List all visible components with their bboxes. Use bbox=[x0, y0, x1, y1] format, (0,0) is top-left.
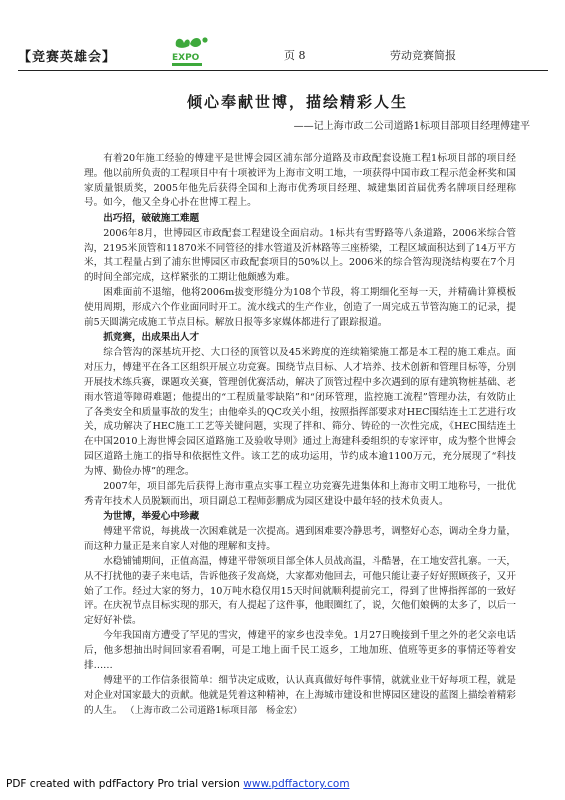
section-heading: 为世博，举爱心中珍藏 bbox=[103, 510, 200, 522]
section-heading: 出巧招，破破施工难题 bbox=[103, 212, 200, 224]
paragraph: 有着20年施工经验的傅建平是世博会园区浦东部分道路及市政配套设施工程1标项目部的项目经理。他以前所负责的工程项目中有十项被评为上海市文明工地，一项获得中国市政工程示范金杯奖和国家质量银质奖，2005年他先后获得全国和上海市优秀项目经理、城建集团首届优秀名牌项目经理称号。如今，他又全身心扑在世博工程上。 bbox=[84, 153, 516, 209]
paragraph: 傅建平常说，每挑战一次困难就是一次提高。遇到困难要冷静思考，调整好心态，调动全身力量，而这种力量正是来自家人对他的理解和支持。 bbox=[84, 526, 516, 552]
footer-text: PDF created with pdfFactory Pro trial version bbox=[6, 778, 244, 790]
column-label: 【竞赛英雄会】 bbox=[18, 50, 117, 65]
paragraph bbox=[84, 674, 516, 718]
paragraph: 水稳铺铺期间，正值高温，傅建平带领项目部全体人员战高温，斗酷暑，在工地安营扎寨。一天，从不打扰他的妻子来电话，告诉他孩子发高烧，大家都劝他回去，可他只能让妻子好好照顾孩子，又开始了工作。经过大家的努力，10万吨水稳仅用15天时间就顺利提前完工，得到了世博指挥部的一致好评。在庆祝节点目标实现的那天，有人提起了这件事，他眼圈红了，说，欠他们娘俩的太多了，以后一定好好补偿。 bbox=[84, 556, 516, 627]
author-signature: （上海市政二公司道路1标项目部 杨金宏） bbox=[125, 705, 303, 716]
article-subtitle: ——记上海市政二公司道路1标项目部项目经理傅建平 bbox=[293, 121, 530, 132]
expo-logo bbox=[168, 34, 214, 72]
article-title: 倾心奉献世博，描绘精彩人生 bbox=[186, 93, 408, 111]
header-rule bbox=[18, 70, 548, 71]
page-number: 页 8 bbox=[284, 49, 306, 62]
paragraph: 2007年，项目部先后获得上海市重点实事工程立功竞赛先进集体和上海市文明工地称号，一批优秀青年技术人员脱颖而出，项目副总工程师彭鹏成为园区建设中最年轻的技术负责人。 bbox=[84, 480, 516, 507]
section-heading: 抓竞赛，出成果出人才 bbox=[103, 332, 200, 344]
paragraph: 2006年8月，世博园区市政配套工程建设全面启动。1标共有雪野路等八条道路，2006米综合管沟，2195米顶管和11870米不同管径的排水管道及沂林路等三座桥梁，工程区域面积达到了14万平方米，其工程量占到了浦东世博园区市政配套项目的50%以上。2006米的综合管沟现浇结构要在7个月的时间全部完成，这样紧张的工期让他颇感为难。 bbox=[84, 227, 516, 284]
paragraph: 困难面前不退缩，他将2006m拔变形缝分为108个节段，将工期细化至每一天，并精确计算模板使用周期，形成六个作业面同时开工。流水线式的生产作业，创造了一周完成五节管沟施工的记录，提前5天圆满完成施工节点目标。解放日报等多家媒体都进行了跟踪报道。 bbox=[84, 287, 516, 328]
paragraph-text: 傅建平的工作信条很简单：细节决定成败，认认真真做好每件事情，就就业业干好每项工程，就是对企业对国家最大的贡献。他就是凭着这种精神，在上海城市建设和世博园区建设的蓝图上描绘着精彩的人生。 bbox=[84, 675, 516, 716]
paragraph: 今年我国南方遭受了罕见的雪灾，傅建平的家乡也没幸免。1月27日晚接到千里之外的老父亲电话后，他多想抽出时间回家看看啊，可是工地上面千民工返乡，工地加班、值班等更多的事情还等着安排…… bbox=[84, 630, 516, 671]
page-header bbox=[18, 44, 548, 68]
article-body bbox=[84, 152, 516, 719]
logo-text: EXPO bbox=[172, 53, 200, 63]
bulletin-name: 劳动竞赛简报 bbox=[390, 49, 456, 62]
footer-link[interactable]: www.pdffactory.com bbox=[243, 778, 350, 790]
pdf-footer bbox=[6, 778, 350, 790]
paragraph: 综合管沟的深基坑开挖、大口径的顶管以及45米跨度的连续箱梁施工都是本工程的施工难点。面对压力，傅建平在各工区组织开展立功竞赛。围绕节点目标、人才培养、技术创新和管理目标等，分别开展技术练兵赛，课题攻关赛，管理创优赛活动，解决了顶管过程中多次遇到的原有建筑物桩基础、老雨水管道等障碍难题；他提出的“工程质量零缺陷”和“闭环管理，监控施工流程”管理办法，有效防止了各类安全和质量事故的发生；由他牵头的QC攻关小组，按照指挥部要求对HEC围结连土工艺进行攻关，成功解决了HEC施工工艺等关键问题，实现了拌和、筛分、铸砼的一次性完成，《HEC围结连土在中国2010上海世博会园区道路施工及验收导则》通过上海建科委组织的专家评审，成为整个世博会园区道路土施工的指导和依据性文件。该工艺的成功运用，节约成本逾1100万元，充分展现了“科技为博、勤俭办博”的理念。 bbox=[84, 347, 516, 477]
